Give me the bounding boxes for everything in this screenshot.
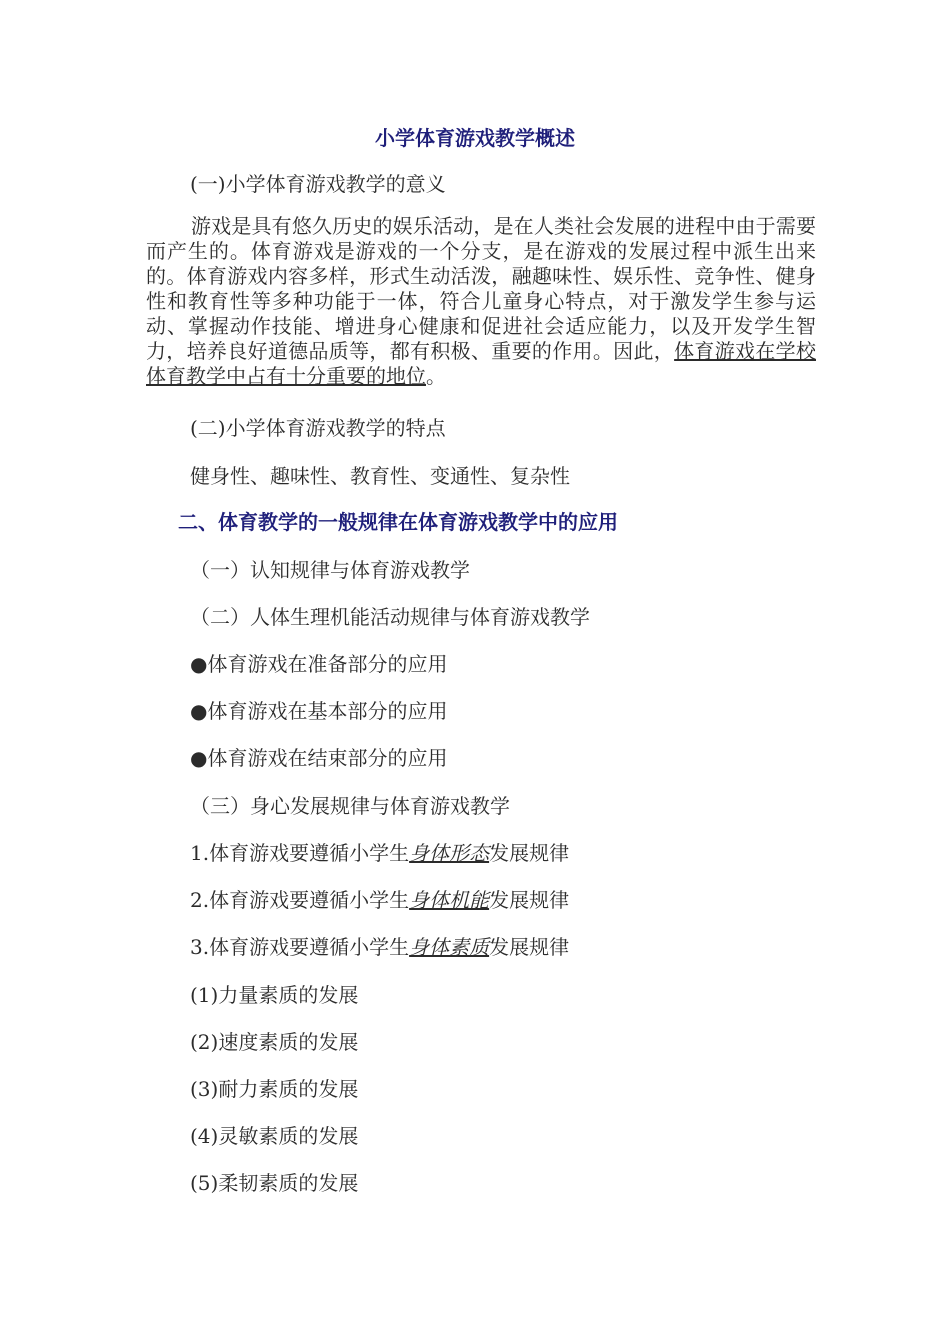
rule-emphasis: 身体形态 <box>409 841 490 865</box>
paragraph-underlined-text: 体育游戏在学校体育教学中占有十分重要的地位 <box>146 339 816 388</box>
subheading-cognition: （一）认知规律与体育游戏教学 <box>190 558 470 582</box>
paragraph-text-end: 。 <box>426 364 446 388</box>
subheading-physiology: （二）人体生理机能活动规律与体育游戏教学 <box>190 605 590 629</box>
quality-item: (2)速度素质的发展 <box>190 1030 359 1054</box>
section-heading-features: (二)小学体育游戏教学的特点 <box>190 416 446 440</box>
section-heading-meaning: (一)小学体育游戏教学的意义 <box>190 172 446 196</box>
paragraph-text: 游戏是具有悠久历史的娱乐活动，是在人类社会发展的进程中由于需要而产生的。体育游戏是游戏的一个分支，是在游戏的发展过程中派生出来的。体育游戏内容多样，形式生动活泼，融趣味性、娱乐性、竞争性、健身性和教育性等多种功能于一体，符合儿童身心特点，对于激发学生参与运动、掌握动作技能、增进身心健康和促进社会适应能力，以及开发学生智力，培养良好道德品质等，都有积极、重要的作用。因此， <box>146 214 816 363</box>
quality-item: (5)柔韧素质的发展 <box>190 1171 359 1195</box>
quality-item: (3)耐力素质的发展 <box>190 1077 359 1101</box>
quality-item: (1)力量素质的发展 <box>190 983 359 1007</box>
meaning-paragraph <box>146 214 816 389</box>
rule-suffix: 发展规律 <box>489 841 570 865</box>
quality-item: (4)灵敏素质的发展 <box>190 1124 359 1148</box>
rule-prefix: 2.体育游戏要遵循小学生 <box>190 888 410 912</box>
rule-prefix: 1.体育游戏要遵循小学生 <box>190 841 410 865</box>
rule-emphasis: 身体素质 <box>409 935 490 959</box>
rule-item <box>190 935 569 959</box>
subheading-development: （三）身心发展规律与体育游戏教学 <box>190 794 510 818</box>
rule-emphasis: 身体机能 <box>409 888 490 912</box>
rule-item <box>190 888 569 912</box>
rule-item <box>190 841 569 865</box>
bullet-item: ●体育游戏在准备部分的应用 <box>190 652 448 676</box>
rule-prefix: 3.体育游戏要遵循小学生 <box>190 935 410 959</box>
bullet-item: ●体育游戏在基本部分的应用 <box>190 699 448 723</box>
rule-suffix: 发展规律 <box>489 935 570 959</box>
bullet-item: ●体育游戏在结束部分的应用 <box>190 746 448 770</box>
part-two-heading: 二、体育教学的一般规律在体育游戏教学中的应用 <box>178 510 618 534</box>
features-text: 健身性、趣味性、教育性、变通性、复杂性 <box>190 464 570 488</box>
page-title: 小学体育游戏教学概述 <box>375 126 575 150</box>
rule-suffix: 发展规律 <box>489 888 570 912</box>
